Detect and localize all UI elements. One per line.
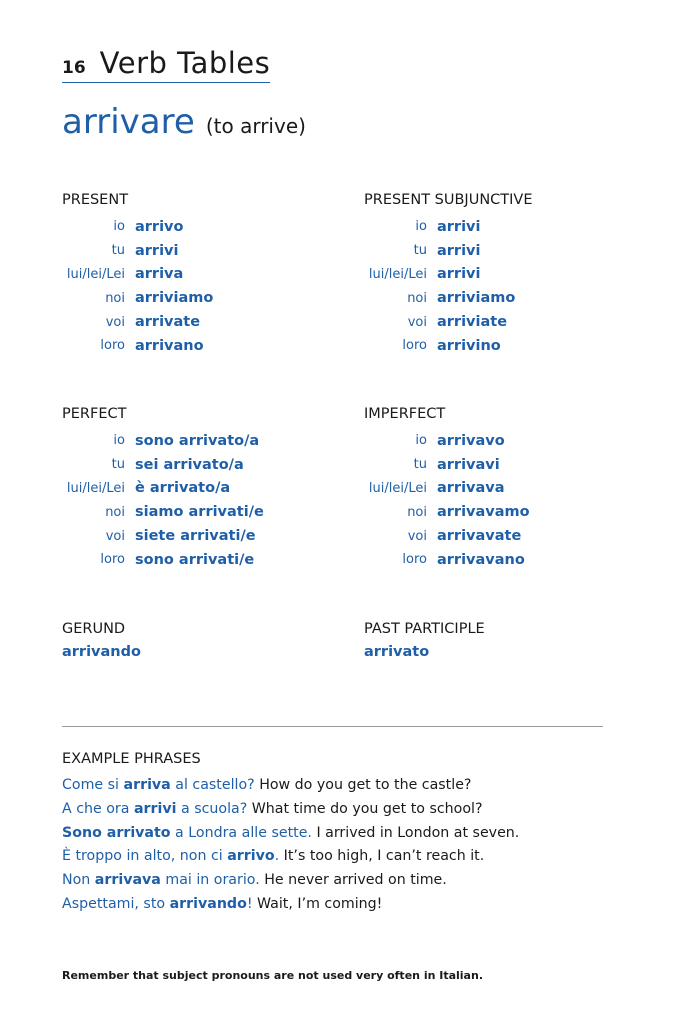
verb-heading bbox=[62, 102, 306, 142]
verb-form: arrivo bbox=[135, 218, 184, 235]
conjugation-row bbox=[62, 310, 362, 334]
italian-text: Non bbox=[62, 872, 95, 889]
conjugation-row bbox=[364, 334, 664, 358]
pronoun: noi bbox=[105, 504, 125, 520]
verb-form: arrivavo bbox=[437, 432, 505, 449]
conjugation-row bbox=[62, 286, 362, 310]
verb-form: arrivi bbox=[437, 218, 481, 235]
conjugation-row bbox=[364, 500, 664, 524]
example-phrase bbox=[62, 870, 519, 894]
tense-perfect bbox=[62, 405, 362, 572]
italian-text: a Londra alle sette. bbox=[170, 824, 312, 841]
past-participle-title: PAST PARTICIPLE bbox=[364, 621, 485, 637]
pronoun: io bbox=[415, 433, 427, 449]
pronoun: io bbox=[415, 219, 427, 235]
conjugation-row bbox=[62, 215, 362, 239]
gerund-section bbox=[62, 620, 141, 660]
conjugation-row bbox=[364, 429, 664, 453]
verb-form: arrivino bbox=[437, 337, 501, 354]
conjugation-row bbox=[62, 500, 362, 524]
past-participle-section bbox=[364, 620, 485, 660]
verb-form: sono arrivati/e bbox=[135, 551, 255, 568]
verb-form: sei arrivato/a bbox=[135, 456, 244, 473]
italian-verb: arrivando bbox=[169, 895, 247, 912]
verb-form: arrivavate bbox=[437, 528, 522, 545]
pronoun: noi bbox=[407, 504, 427, 520]
page-title: Verb Tables bbox=[99, 46, 271, 80]
italian-text: al castello? bbox=[170, 777, 255, 793]
italian-verb: arriva bbox=[123, 777, 171, 793]
conjugation-row bbox=[364, 548, 664, 572]
english-translation: I arrived in London at seven. bbox=[311, 824, 520, 841]
verb-form: siete arrivati/e bbox=[135, 528, 256, 545]
verb-form: arrivava bbox=[437, 480, 505, 497]
conjugation-row bbox=[62, 453, 362, 477]
pronoun: lui/lei/Lei bbox=[66, 480, 125, 496]
conjugation-row bbox=[364, 215, 664, 239]
footnote: Remember that subject pronouns are not used very often in Italian. bbox=[62, 969, 483, 982]
pronoun: loro bbox=[402, 338, 427, 354]
verb-form: arriviamo bbox=[437, 290, 516, 307]
pronoun: lui/lei/Lei bbox=[66, 266, 125, 282]
conjugation-row bbox=[364, 286, 664, 310]
verb-form: è arrivato/a bbox=[135, 480, 231, 497]
verb-form: arrivi bbox=[437, 242, 481, 259]
verb-form: arrivavano bbox=[437, 551, 525, 568]
tense-present-subjunctive bbox=[364, 191, 664, 358]
conjugation-row bbox=[364, 453, 664, 477]
verb-form: arriviamo bbox=[135, 290, 214, 307]
english-translation: How do you get to the castle? bbox=[254, 777, 472, 793]
pronoun: loro bbox=[100, 338, 125, 354]
page-header bbox=[62, 46, 270, 83]
tense-title: IMPERFECT bbox=[364, 406, 446, 422]
verb-form: arrivavamo bbox=[437, 504, 530, 521]
gerund-title: GERUND bbox=[62, 621, 126, 637]
pronoun: loro bbox=[100, 552, 125, 568]
pronoun: io bbox=[113, 219, 125, 235]
verb-form: arriva bbox=[135, 266, 184, 283]
verb-form: sono arrivato/a bbox=[135, 432, 260, 449]
verb-form: siamo arrivati/e bbox=[135, 504, 264, 521]
english-translation: He never arrived on time. bbox=[259, 872, 447, 889]
pronoun: noi bbox=[105, 290, 125, 306]
verb-gloss: (to arrive) bbox=[205, 114, 306, 138]
section-divider bbox=[62, 726, 603, 727]
pronoun: noi bbox=[407, 290, 427, 306]
italian-verb: arrivava bbox=[94, 872, 161, 889]
italian-text: . bbox=[274, 848, 280, 865]
conjugation-row bbox=[364, 239, 664, 263]
page-number: 16 bbox=[62, 58, 86, 78]
conjugation-row bbox=[62, 524, 362, 548]
pronoun: tu bbox=[111, 243, 125, 259]
english-translation: What time do you get to school? bbox=[247, 800, 483, 817]
conjugation-row bbox=[62, 263, 362, 287]
pronoun: loro bbox=[402, 552, 427, 568]
pronoun: voi bbox=[407, 528, 427, 544]
verb-form: arrivate bbox=[135, 314, 201, 331]
gerund-form: arrivando bbox=[62, 644, 141, 660]
italian-text: È troppo in alto, non ci bbox=[62, 848, 228, 865]
conjugation-row bbox=[364, 477, 664, 501]
italian-text: ! bbox=[246, 895, 253, 912]
italian-text: Aspettami, sto bbox=[62, 895, 170, 912]
pronoun: tu bbox=[111, 457, 125, 473]
english-translation: Wait, I’m coming! bbox=[252, 895, 383, 912]
italian-text: a scuola? bbox=[176, 800, 248, 817]
english-translation: It’s too high, I can’t reach it. bbox=[279, 848, 485, 865]
conjugation-row bbox=[364, 263, 664, 287]
pronoun: tu bbox=[413, 243, 427, 259]
pronoun: lui/lei/Lei bbox=[368, 480, 427, 496]
example-phrases bbox=[62, 750, 519, 918]
tense-title: PRESENT SUBJUNCTIVE bbox=[364, 192, 533, 208]
tense-title: PERFECT bbox=[62, 406, 127, 422]
verb-form: arrivano bbox=[135, 337, 204, 354]
tense-title: PRESENT bbox=[62, 192, 129, 208]
italian-text: Come si bbox=[62, 777, 124, 793]
conjugation-row bbox=[62, 429, 362, 453]
example-phrase bbox=[62, 775, 519, 799]
verb-form: arrivavi bbox=[437, 456, 500, 473]
italian-text: mai in orario. bbox=[160, 872, 260, 889]
verb-infinitive: arrivare bbox=[62, 102, 195, 142]
italian-verb: arrivi bbox=[133, 800, 177, 817]
italian-verb: arrivo bbox=[227, 848, 275, 865]
tense-imperfect bbox=[364, 405, 664, 572]
conjugation-row bbox=[62, 239, 362, 263]
pronoun: io bbox=[113, 433, 125, 449]
pronoun: lui/lei/Lei bbox=[368, 266, 427, 282]
italian-text: A che ora bbox=[62, 800, 134, 817]
conjugation-row bbox=[364, 310, 664, 334]
past-participle-form: arrivato bbox=[364, 644, 430, 660]
example-phrase bbox=[62, 823, 519, 847]
pronoun: voi bbox=[105, 528, 125, 544]
examples-title: EXAMPLE PHRASES bbox=[62, 751, 201, 767]
conjugation-row bbox=[62, 477, 362, 501]
italian-verb: Sono arrivato bbox=[62, 824, 171, 841]
pronoun: voi bbox=[407, 314, 427, 330]
verb-form: arrivi bbox=[135, 242, 179, 259]
pronoun: tu bbox=[413, 457, 427, 473]
tense-present bbox=[62, 191, 362, 358]
example-phrase bbox=[62, 846, 519, 870]
verb-form: arriviate bbox=[437, 314, 508, 331]
conjugation-row bbox=[62, 334, 362, 358]
example-phrase bbox=[62, 894, 519, 918]
pronoun: voi bbox=[105, 314, 125, 330]
verb-form: arrivi bbox=[437, 266, 481, 283]
example-phrase bbox=[62, 799, 519, 823]
conjugation-row bbox=[62, 548, 362, 572]
conjugation-row bbox=[364, 524, 664, 548]
